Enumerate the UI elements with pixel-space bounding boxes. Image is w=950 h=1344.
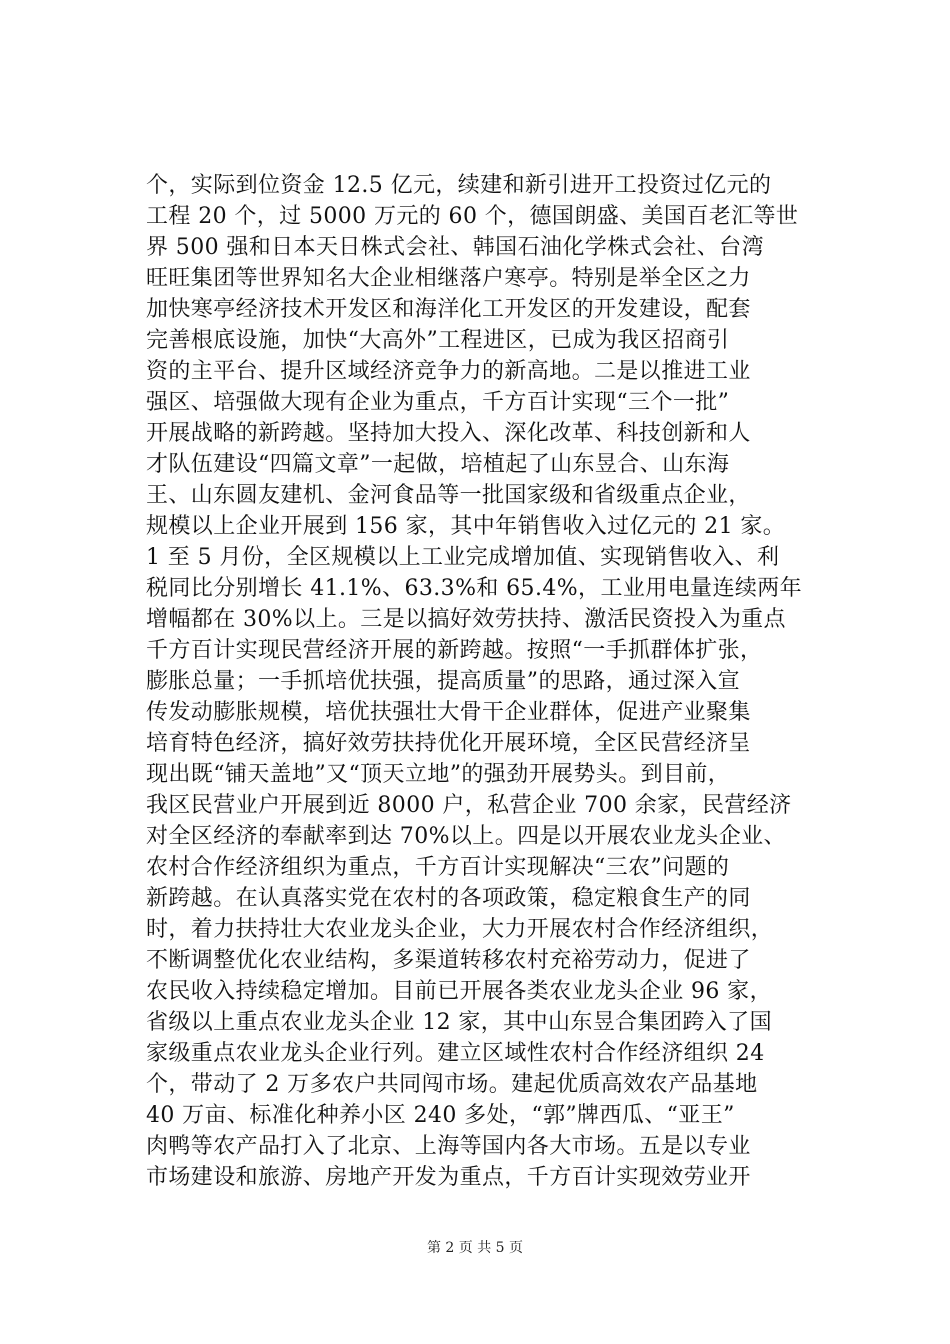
text-line: 不断调整优化农业结构，多渠道转移农村充裕劳动力，促进了 <box>146 948 751 973</box>
text-line: 家级重点农业龙头企业行列。建立区域性农村合作经济组织 24 <box>146 1041 765 1066</box>
text-line: 市场建设和旅游、房地产开发为重点，千方百计实现效劳业开 <box>146 1165 751 1190</box>
text-line: 规模以上企业开展到 156 家，其中年销售收入过亿元的 21 家。 <box>146 514 786 539</box>
text-line: 千方百计实现民营经济开展的新跨越。按照“一手抓群体扩张， <box>146 638 763 663</box>
text-line: 传发动膨胀规模，培优扶强壮大骨干企业群体，促进产业聚集 <box>146 700 751 725</box>
text-line: 膨胀总量；一手抓培优扶强，提高质量”的思路，通过深入宣 <box>146 669 741 694</box>
text-line: 对全区经济的奉献率到达 70%以上。四是以开展农业龙头企业、 <box>146 824 786 849</box>
text-line: 肉鸭等农产品打入了北京、上海等国内各大市场。五是以专业 <box>146 1134 751 1159</box>
text-line: 省级以上重点农业龙头企业 12 家，其中山东昱合集团跨入了国 <box>146 1010 772 1035</box>
text-line: 强区、培强做大现有企业为重点，千方百计实现“三个一批” <box>146 390 730 415</box>
text-line: 加快寒亭经济技术开发区和海洋化工开发区的开发建设，配套 <box>146 297 751 322</box>
text-line: 界 500 强和日本天日株式会社、韩国石油化学株式会社、台湾 <box>146 235 764 260</box>
text-line: 培育特色经济，搞好效劳扶持优化开展环境，全区民营经济呈 <box>146 731 751 756</box>
text-line: 现出既“铺天盖地”又“顶天立地”的强劲开展势头。到目前， <box>146 762 731 787</box>
text-line: 开展战略的新跨越。坚持加大投入、深化改革、科技创新和人 <box>146 421 751 446</box>
text-line: 我区民营业户开展到近 8000 户，私营企业 700 余家，民营经济 <box>146 793 792 818</box>
text-line: 40 万亩、标准化种养小区 240 多处，“郭”牌西瓜、“亚王” <box>146 1103 735 1128</box>
text-line: 完善根底设施，加快“大高外”工程进区，已成为我区招商引 <box>146 328 730 353</box>
text-line: 农村合作经济组织为重点，千方百计实现解决“三农”问题的 <box>146 855 730 880</box>
text-line: 1 至 5 月份，全区规模以上工业完成增加值、实现销售收入、利 <box>146 545 780 570</box>
text-line: 才队伍建设“四篇文章”一起做，培植起了山东昱合、山东海 <box>146 452 730 477</box>
text-line: 工程 20 个，过 5000 万元的 60 个，德国朗盛、美国百老汇等世 <box>146 204 799 229</box>
text-line: 时，着力扶持壮大农业龙头企业，大力开展农村合作经济组织， <box>146 917 774 942</box>
body-text <box>146 170 836 1193</box>
text-line: 旺旺集团等世界知名大企业相继落户寒亭。特别是举全区之力 <box>146 266 751 291</box>
text-line: 税同比分别增长 41.1%、63.3%和 65.4%，工业用电量连续两年 <box>146 576 803 601</box>
text-line: 新跨越。在认真落实党在农村的各项政策，稳定粮食生产的同 <box>146 886 751 911</box>
text-line: 农民收入持续稳定增加。目前已开展各类农业龙头企业 96 家， <box>146 979 772 1004</box>
text-line: 增幅都在 30%以上。三是以搞好效劳扶持、激活民资投入为重点 <box>146 607 786 632</box>
text-line: 资的主平台、提升区域经济竞争力的新高地。二是以推进工业 <box>146 359 751 384</box>
text-line: 王、山东圆友建机、金河食品等一批国家级和省级重点企业， <box>146 483 751 508</box>
text-line: 个，实际到位资金 12.5 亿元，续建和新引进开工投资过亿元的 <box>146 173 772 198</box>
text-line: 个，带动了 2 万多农户共同闯市场。建起优质高效农产品基地 <box>146 1072 758 1097</box>
page-indicator: 第 2 页 共 5 页 <box>426 1240 524 1256</box>
